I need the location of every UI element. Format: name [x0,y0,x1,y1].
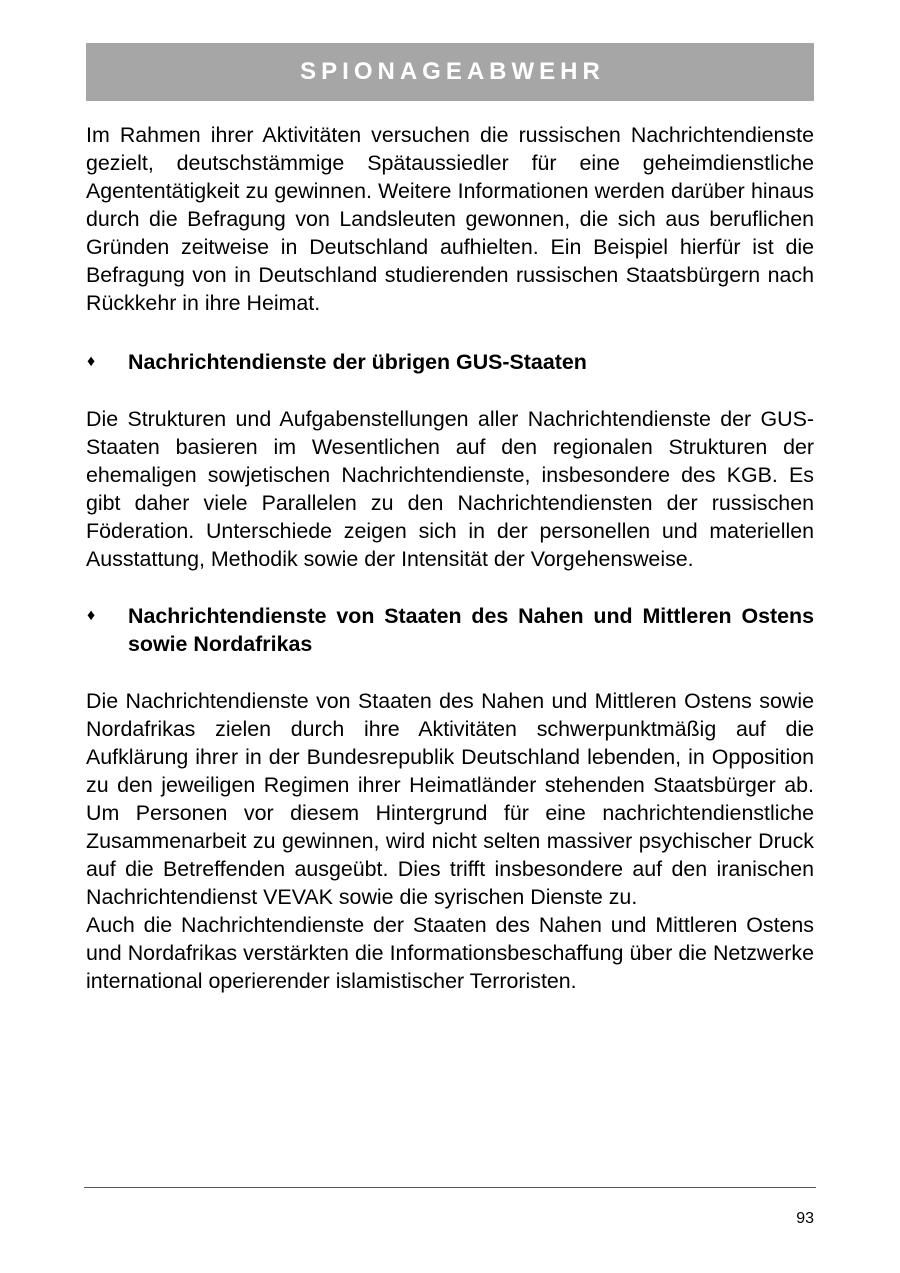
middle-east-paragraph-1: Die Nachrichtendienste von Staaten des Nahen und Mittleren Ostens sowie Nordafrikas zielen durch ihre Aktivitäten schwerpunktmäßig auf die Aufklärung ihrer in der Bundesrepublik Deutschland lebenden, in Opposition zu den jeweiligen Regimen ihrer Heimatländer stehenden Staatsbürger ab. Um Personen vor diesem Hintergrund für eine nachrichtendienstliche Zusammenarbeit zu gewinnen, wird nicht selten massiver psychischer Druck auf die Betreffenden ausgeübt. Dies trifft insbesondere auf den iranischen Nachrichtendienst VEVAK sowie die syrischen Dienste zu. [86,689,814,909]
page-content [86,121,814,995]
heading-middle-east-text: Nachrichtendienste von Staaten des Nahen und Mittleren Ostens sowie Nordafrikas [128,604,814,656]
heading-gus-states [86,348,814,376]
middle-east-paragraph-2: Auch die Nachrichtendienste der Staaten des Nahen und Mittleren Ostens und Nordafrikas verstärkten die Informationsbeschaffung über die Netzwerke international operierender islamistischer Terroristen. [86,913,814,993]
diamond-bullet-icon: ♦ [87,353,96,370]
intro-paragraph: Im Rahmen ihrer Aktivitäten versuchen die russischen Nachrichtendienste gezielt, deutschstämmige Spätaussiedler für eine geheimdienstliche Agententätigkeit zu gewinnen. Weitere Informationen werden darüber hinaus durch die Befragung von Landsleuten gewonnen, die sich aus beruflichen Gründen zeitweise in Deutschland aufhielten. Ein Beispiel hierfür ist die Befragung von in Deutschland studierenden russischen Staatsbürgern nach Rückkehr in ihre Heimat. [86,123,814,315]
section-header-bar [86,43,814,101]
page-number: 93 [796,1210,814,1227]
heading-middle-east [86,602,814,658]
gus-paragraph: Die Strukturen und Aufgabenstellungen aller Nachrichtendienste der GUS-Staaten basieren im Wesentlichen auf den regionalen Strukturen der ehemaligen sowjetischen Nachrichtendienste, insbesondere des KGB. Es gibt daher viele Parallelen zu den Nachrichtendiensten der russischen Föderation. Unterschiede zeigen sich in der personellen und materiellen Ausstattung, Methodik sowie der Intensität der Vorgehensweise. [86,407,814,571]
section-title: SPIONAGEABWEHR [300,58,605,85]
diamond-bullet-icon: ♦ [87,607,96,624]
footer-divider [84,1187,816,1188]
heading-gus-states-text: Nachrichtendienste der übrigen GUS-Staaten [128,350,587,374]
